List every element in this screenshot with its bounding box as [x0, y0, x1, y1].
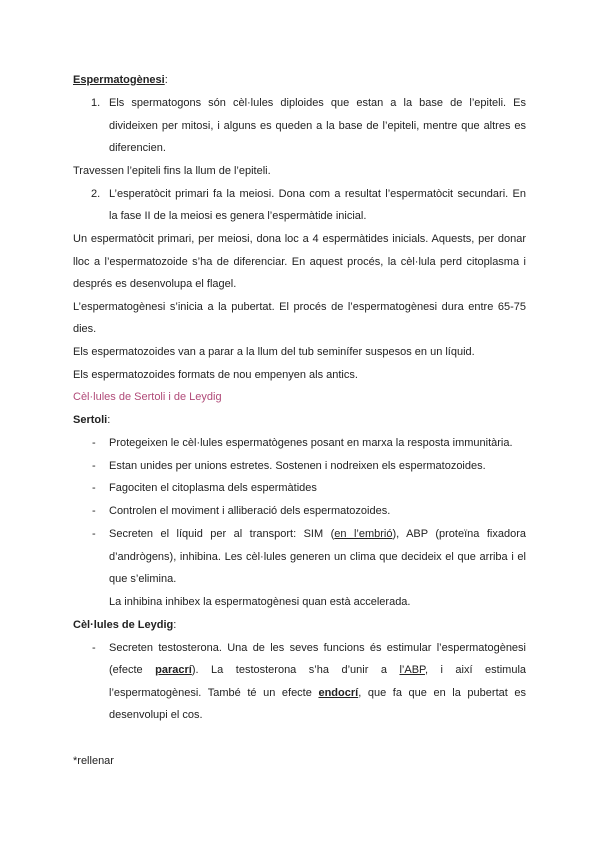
title-colon: :	[164, 74, 168, 86]
text-span: , que fa que en la pubertat es	[358, 687, 526, 699]
list-item-line: divideixen per mitosi, i alguns es queden a la base de l’epiteli, mentre que altres es	[109, 120, 526, 132]
bullet-item-line: Secreten testosterona. Una de les seves funcions és estimular l’espermatogènesi	[109, 642, 526, 654]
bullet-item-line: que s’elimina.	[109, 573, 177, 585]
bullet-item-line	[109, 527, 526, 541]
list-number: 1.	[91, 97, 101, 109]
bullet-dash: -	[92, 437, 96, 449]
list-number: 2.	[91, 188, 101, 200]
paragraph: Els espermatozoides van a parar a la llum del tub seminífer suspesos en un líquid.	[73, 346, 475, 358]
paragraph-line: després es desenvolupa el flagel.	[73, 278, 237, 290]
sertoli-colon: :	[107, 414, 111, 426]
bullet-item: Protegeixen le cèl·lules espermatògenes posant en marxa la resposta immunitària.	[109, 437, 513, 449]
text-span: , i així estimula	[424, 664, 527, 676]
list-item-line: la fase II de la meiosi es genera l’espermàtide inicial.	[109, 210, 367, 222]
underlined-term: l’ABP	[399, 664, 425, 676]
bullet-item-line	[109, 663, 526, 677]
bullet-item: Fagociten el citoplasma dels espermàtides	[109, 482, 317, 494]
bullet-dash: -	[92, 482, 96, 494]
section-heading: Cèl·lules de Sertoli i de Leydig	[73, 391, 222, 403]
underlined-term: paracrí	[155, 664, 192, 676]
paragraph: Travessen l’epiteli fins la llum de l’epiteli.	[73, 165, 271, 177]
leydig-label: Cèl·lules de Leydig	[73, 619, 174, 631]
paragraph-line: L’espermatogènesi s’inicia a la pubertat. El procés de l’espermatogènesi dura entre 65-75	[73, 301, 526, 313]
document-title	[73, 73, 168, 87]
bullet-item-line: desenvolupi el cos.	[109, 709, 203, 721]
bullet-item: Controlen el moviment i alliberació dels espermatozoides.	[109, 505, 391, 517]
bullet-item-line	[109, 686, 526, 700]
text-span: (efecte	[109, 664, 156, 676]
text-span: ). La testosterona s’ha d’unir a	[191, 664, 400, 676]
list-item-line: L’esperatòcit primari fa la meiosi. Dona com a resultat l’espermatòcit secundari. En	[109, 188, 526, 200]
list-item-line: Els spermatogons són cèl·lules diploides que estan a la base de l’epiteli. Es	[109, 97, 526, 109]
paragraph: Els espermatozoides formats de nou empenyen als antics.	[73, 369, 358, 381]
text-span: ), ABP (proteïna fixadora	[392, 528, 526, 540]
bullet-dash: -	[92, 505, 96, 517]
title-text: Espermatogènesi	[73, 74, 165, 86]
subheading-leydig	[73, 618, 176, 632]
sertoli-label: Sertoli	[73, 414, 108, 426]
list-item-line: diferencien.	[109, 142, 166, 154]
paragraph-line: dies.	[73, 323, 97, 335]
subheading-sertoli	[73, 413, 110, 427]
underlined-term: endocrí	[318, 687, 359, 699]
bullet-dash: -	[92, 460, 96, 472]
footnote: *rellenar	[73, 755, 114, 767]
paragraph-line: Un espermatòcit primari, per meiosi, dona loc a 4 espermàtides inicials. Aquests, per donar	[73, 233, 526, 245]
bullet-item: Estan unides per unions estretes. Sostenen i nodreixen els espermatozoides.	[109, 460, 486, 472]
leydig-colon: :	[173, 619, 177, 631]
text-span: Secreten el líquid per al transport: SIM (	[109, 528, 335, 540]
text-span: l’espermatogènesi. També té un efecte	[109, 687, 319, 699]
underlined-term: en l’embrió	[334, 528, 393, 540]
bullet-item-line: d’andrògens), inhibina. Les cèl·lules generen un clima que decideix el que arriba i el	[109, 551, 526, 563]
bullet-dash: -	[92, 528, 96, 540]
paragraph-line: lloc a l’espermatozoide s’ha de diferenciar. En aquest procés, la cèl·lula perd citoplasma i	[73, 256, 526, 268]
bullet-item-line: La inhibina inhibex la espermatogènesi quan està accelerada.	[109, 596, 411, 608]
bullet-dash: -	[92, 642, 96, 654]
